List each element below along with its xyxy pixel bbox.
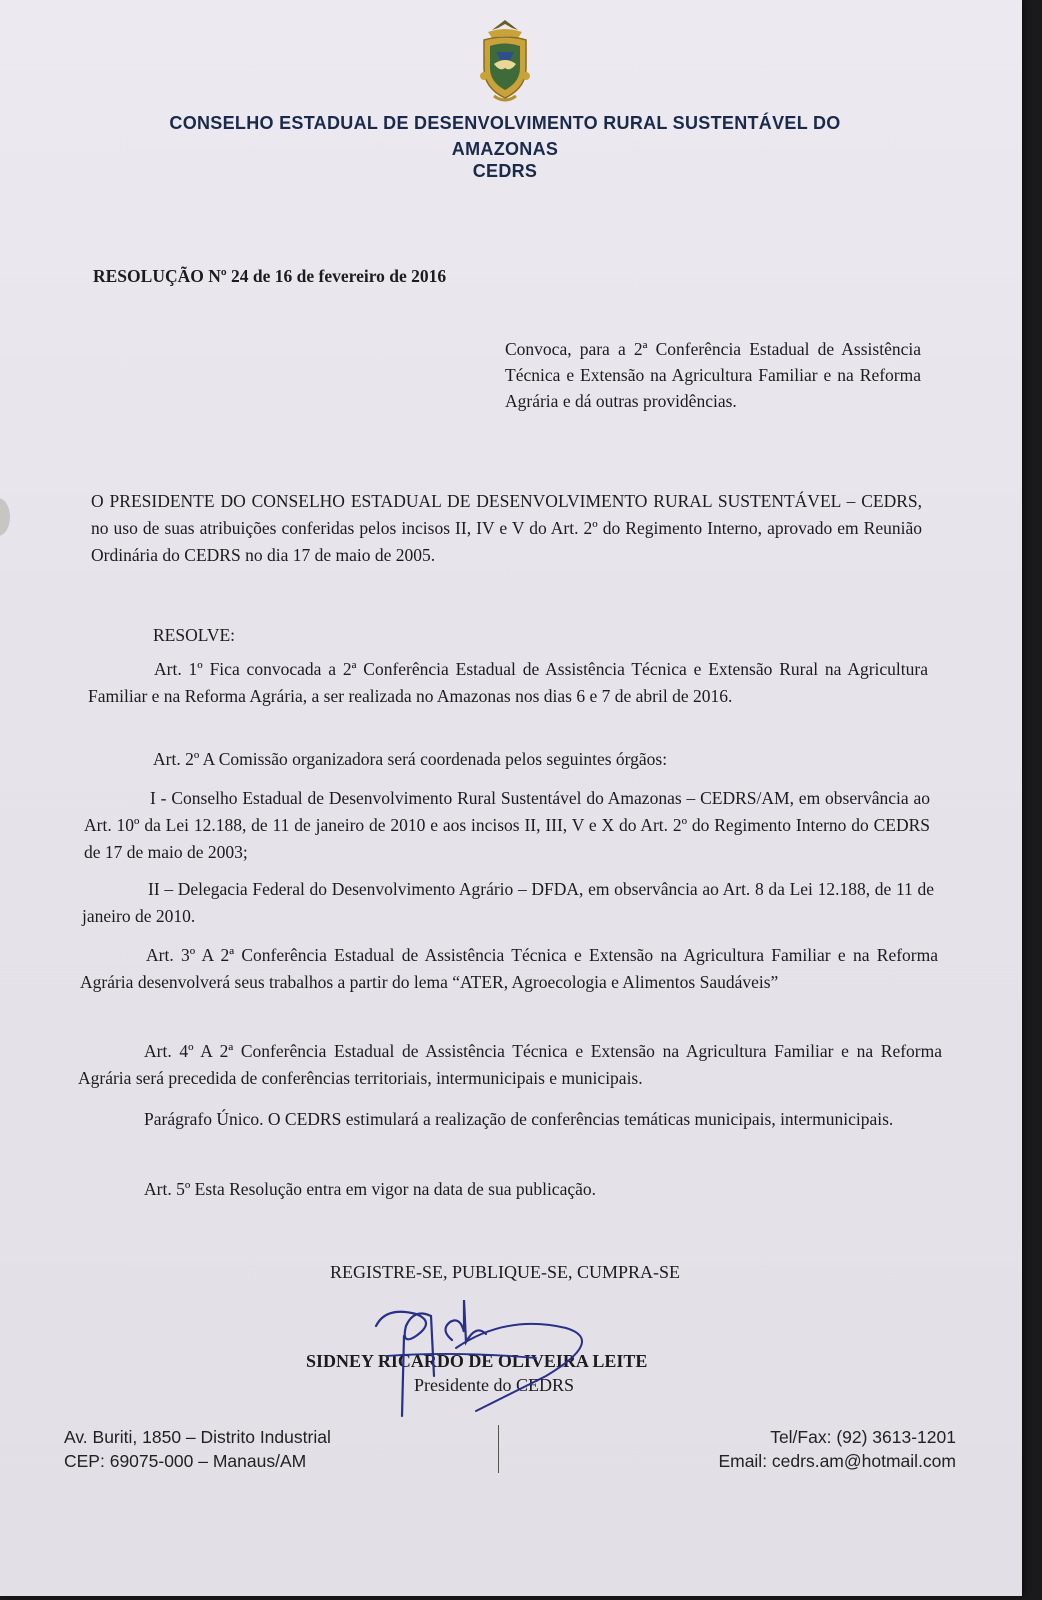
article-2-item-ii: II – Delegacia Federal do Desenvolvimento Agrário – DFDA, em observância ao Art. 8 da Lei 12.188, de 11 de janeiro de 2010. xyxy=(82,879,934,926)
closing-formula: REGISTRE-SE, PUBLIQUE-SE, CUMPRA-SE xyxy=(329,1262,681,1282)
org-name-line1: CONSELHO ESTADUAL DE DESENVOLVIMENTO RURAL SUSTENTÁVEL DO xyxy=(169,113,841,133)
article-2-item-i: I - Conselho Estadual de Desenvolvimento Rural Sustentável do Amazonas – CEDRS/AM, em observância ao Art. 10º da Lei 12.188, de 11 de janeiro de 2010 e aos incisos II, III, V e X do Art. 2º do Regimento Interno do CEDRS de 17 de maio de 2003; xyxy=(84,788,930,862)
org-name-line2: AMAZONAS xyxy=(451,139,559,159)
article-1: Art. 1º Fica convocada a 2ª Conferência Estadual de Assistência Técnica e Extensão Rural na Agricultura Familiar e na Reforma Agrária, a ser realizada no Amazonas nos dias 6 e 7 de abril de 2016. xyxy=(88,659,928,706)
signatory-name: SIDNEY RICARDO DE OLIVEIRA LEITE xyxy=(306,1351,648,1371)
resolve-label: RESOLVE: xyxy=(153,625,236,645)
footer-divider xyxy=(498,1425,499,1473)
paragrafo-unico: Parágrafo Único. O CEDRS estimulará a realização de conferências temáticas municipais, intermunicipais. xyxy=(144,1109,894,1129)
article-5: Art. 5º Esta Resolução entra em vigor na data de sua publicação. xyxy=(144,1179,597,1199)
footer-contact xyxy=(690,1425,956,1473)
signatory-role: Presidente do CEDRS xyxy=(414,1375,574,1395)
resolution-title: RESOLUÇÃO Nº 24 de 16 de fevereiro de 2016 xyxy=(93,266,447,286)
footer-address xyxy=(64,1425,331,1473)
org-acronym: CEDRS xyxy=(472,161,538,181)
page-edge-mark xyxy=(0,498,10,536)
article-4: Art. 4º A 2ª Conferência Estadual de Assistência Técnica e Extensão na Agricultura Familiar e na Reforma Agrária será precedida de conferências territoriais, intermunicipais e municipais. xyxy=(78,1041,942,1088)
footer-address-line2: CEP: 69075-000 – Manaus/AM xyxy=(64,1451,307,1471)
article-2: Art. 2º A Comissão organizadora será coordenada pelos seguintes órgãos: xyxy=(153,749,668,769)
footer-email: Email: cedrs.am@hotmail.com xyxy=(718,1451,956,1471)
footer-address-line1: Av. Buriti, 1850 – Distrito Industrial xyxy=(64,1427,331,1447)
resolution-summary: Convoca, para a 2ª Conferência Estadual de Assistência Técnica e Extensão na Agricultura Familiar e na Reforma Agrária e dá outras providências. xyxy=(505,339,921,411)
footer-phone: Tel/Fax: (92) 3613-1201 xyxy=(770,1427,956,1447)
amazonas-coat-of-arms-icon xyxy=(470,16,540,106)
handwritten-signature xyxy=(356,1296,626,1426)
preamble: O PRESIDENTE DO CONSELHO ESTADUAL DE DESENVOLVIMENTO RURAL SUSTENTÁVEL – CEDRS, no uso de suas atribuições conferidas pelos incisos II, IV e V do Art. 2º do Regimento Interno, aprovado em Reunião Ordinária do CEDRS no dia 17 de maio de 2005. xyxy=(91,491,922,565)
article-3: Art. 3º A 2ª Conferência Estadual de Assistência Técnica e Extensão na Agricultura Familiar e na Reforma Agrária desenvolverá seus trabalhos a partir do lema “ATER, Agroecologia e Alimentos Saudáveis” xyxy=(80,945,938,992)
